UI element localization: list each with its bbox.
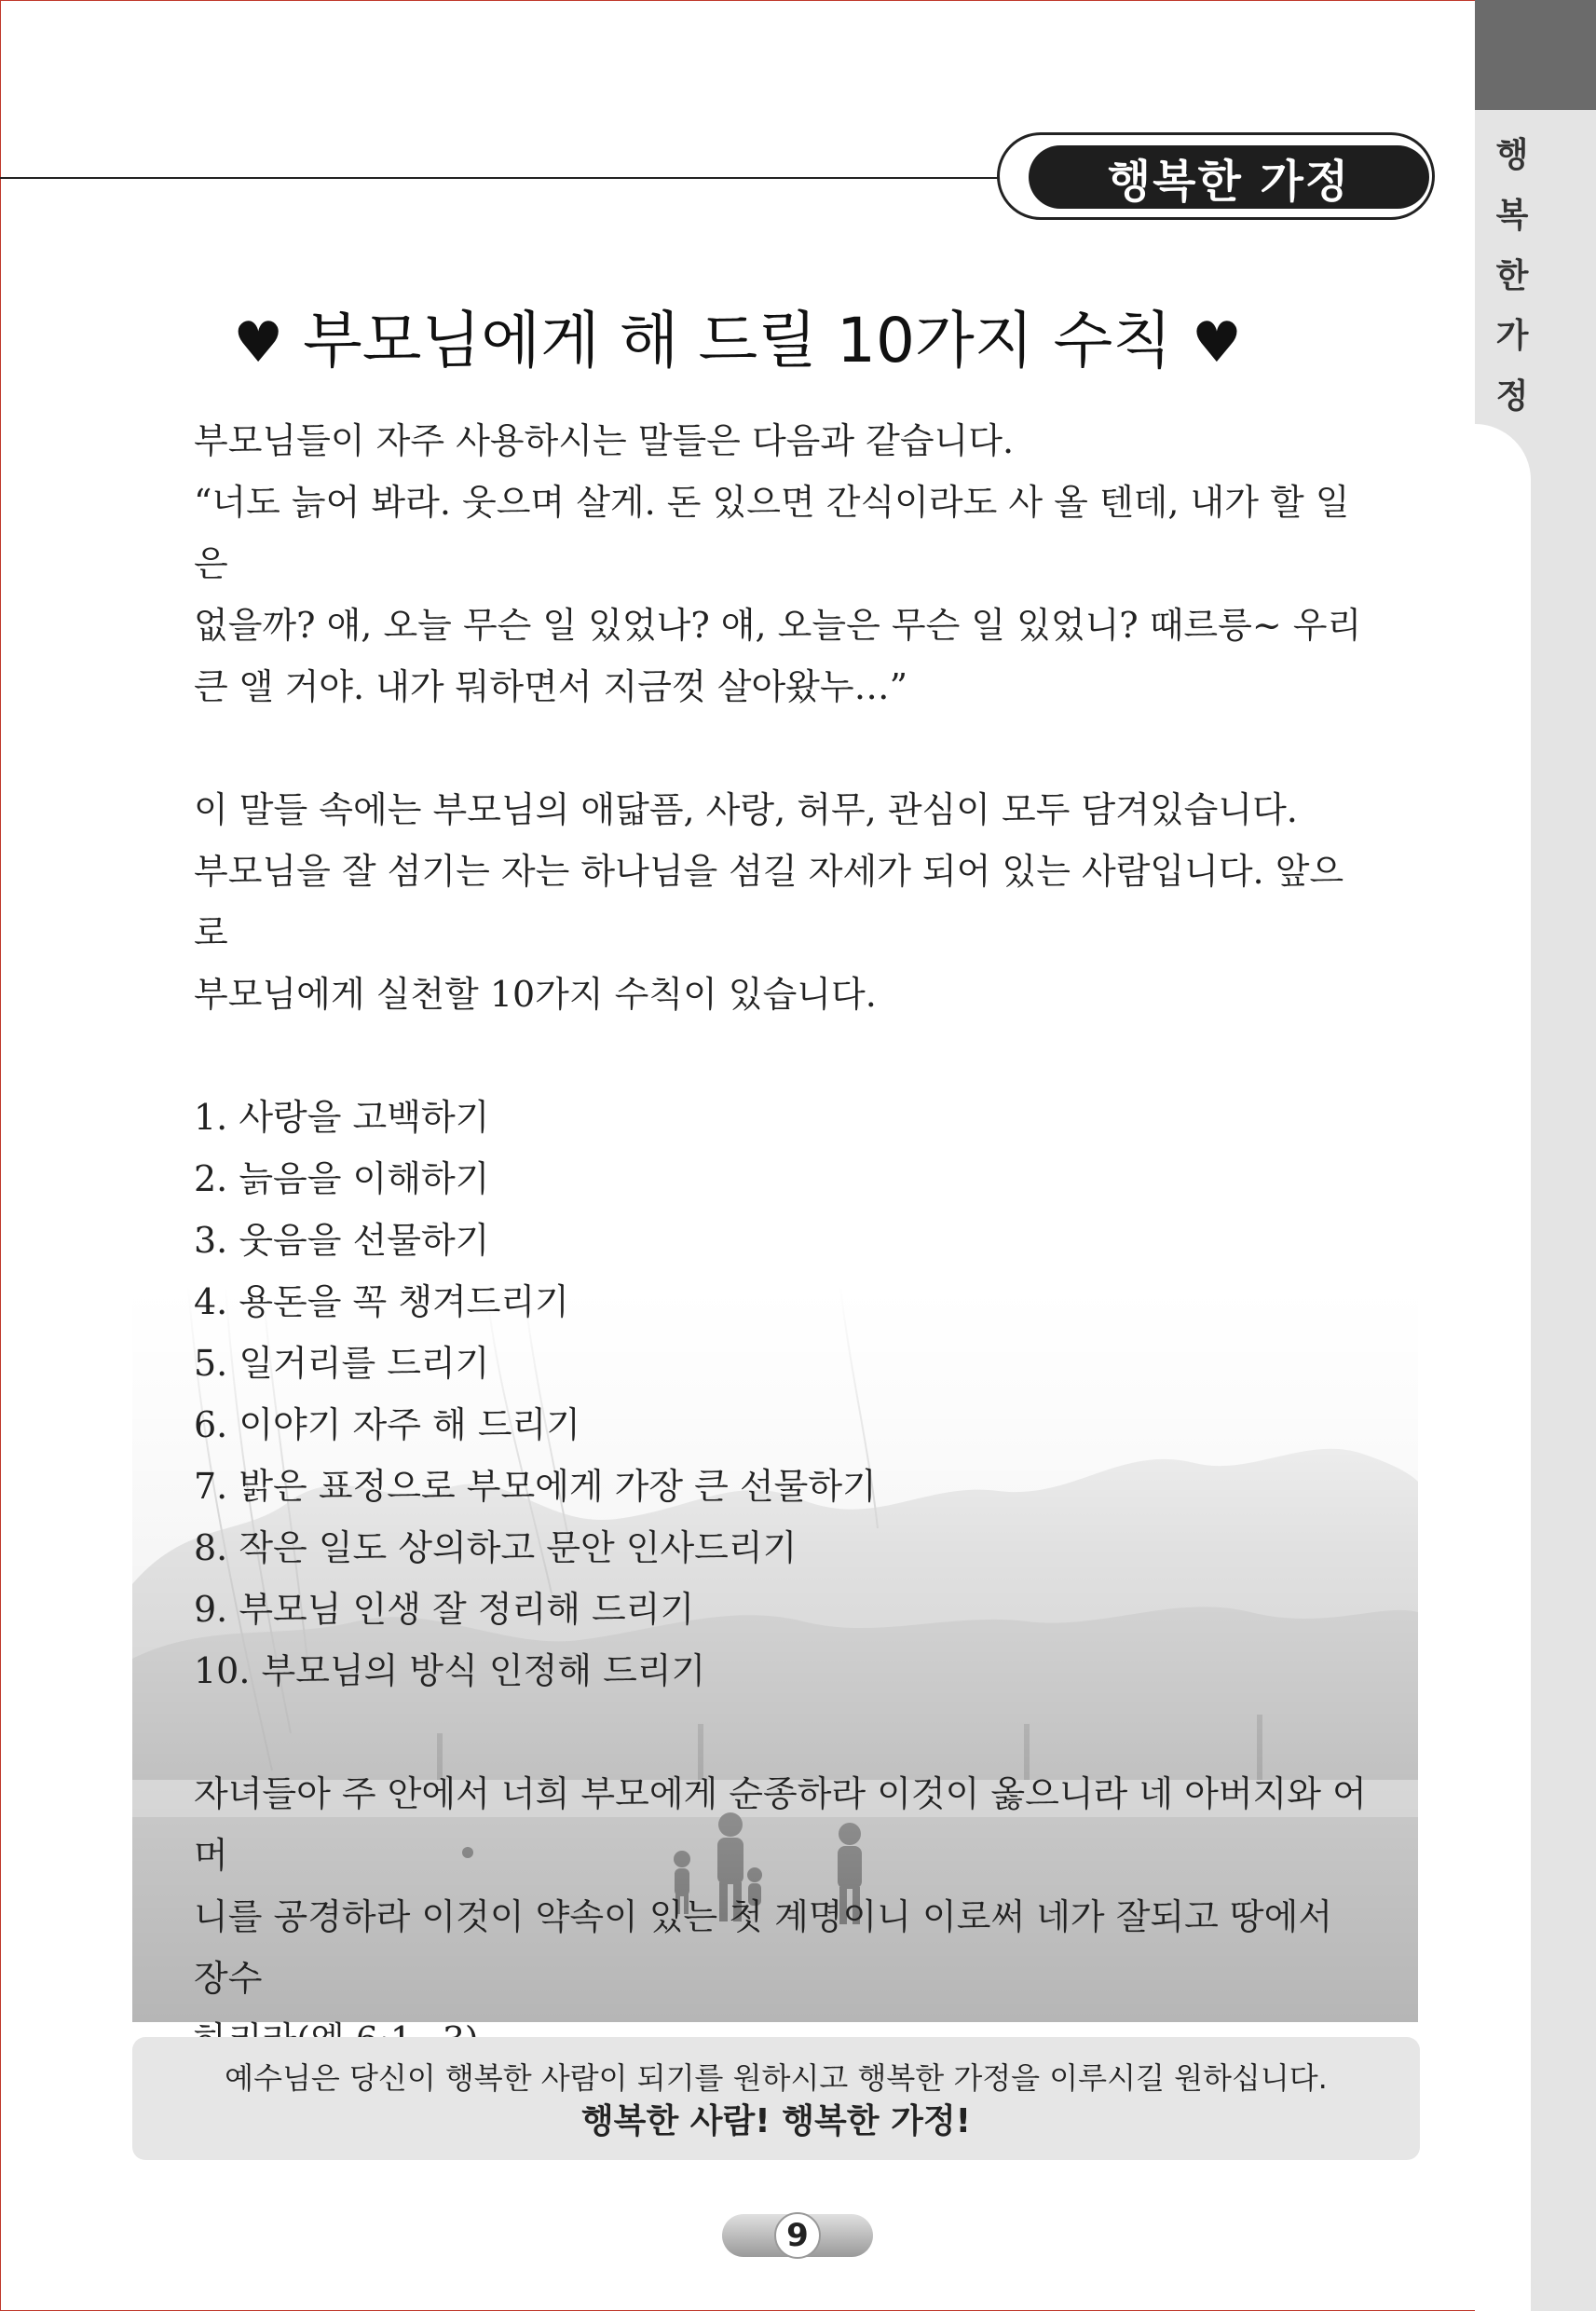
list-item: 6. 이야기 자주 해 드리기 bbox=[194, 1404, 580, 1445]
list-item: 5. 일거리를 드리기 bbox=[194, 1343, 490, 1384]
page-title bbox=[0, 291, 1475, 379]
list-item: 10. 부모님의 방식 인정해 드리기 bbox=[194, 1650, 706, 1691]
intro-line: 없을까? 얘, 오늘 무슨 일 있었나? 얘, 오늘은 무슨 일 있었니? 때르릉~ 우리 bbox=[194, 605, 1362, 646]
paragraph-line: 부모님을 잘 섬기는 자는 하나님을 섬길 자세가 되어 있는 사람입니다. 앞으로 bbox=[194, 851, 1344, 953]
verse-line: 자녀들아 주 안에서 너희 부모에게 순종하라 이것이 옳으니라 네 아버지와 어머 bbox=[194, 1773, 1367, 1876]
list-item: 7. 밝은 표정으로 부모에게 가장 큰 선물하기 bbox=[194, 1466, 877, 1507]
rules-list bbox=[194, 1087, 1368, 1702]
list-item: 9. 부모님 인생 잘 정리해 드리기 bbox=[194, 1589, 695, 1630]
paragraph-line: 부모님에게 실천할 10가지 수칙이 있습니다. bbox=[194, 974, 877, 1015]
second-paragraph bbox=[194, 779, 1368, 1025]
section-badge: 행복한 가정 bbox=[1029, 145, 1429, 209]
side-tab-char: 한 bbox=[1495, 256, 1529, 295]
list-item: 3. 웃음을 선물하기 bbox=[194, 1220, 490, 1261]
bible-verse bbox=[194, 1763, 1368, 2071]
footer-message-box bbox=[132, 2037, 1420, 2160]
side-tab-curve bbox=[1475, 424, 1531, 2311]
footer-slogan: 행복한 사람! 행복한 가정! bbox=[580, 2102, 972, 2140]
side-tab-char: 행 bbox=[1495, 136, 1529, 174]
side-tab-char: 복 bbox=[1495, 196, 1529, 235]
side-tab-label bbox=[1475, 129, 1549, 417]
intro-line: 큰 앨 거야. 내가 뭐하면서 지금껏 살아왔누…” bbox=[194, 666, 908, 707]
heart-icon: ♥ bbox=[1191, 310, 1242, 376]
side-tab-char: 가 bbox=[1495, 317, 1529, 356]
paragraph-line: 이 말들 속에는 부모님의 애닯픔, 사랑, 허무, 관심이 모두 담겨있습니다. bbox=[194, 789, 1298, 830]
list-item: 1. 사랑을 고백하기 bbox=[194, 1097, 490, 1138]
side-tab-top bbox=[1475, 0, 1596, 110]
list-item: 2. 늙음을 이해하기 bbox=[194, 1158, 490, 1199]
intro-line: “너도 늙어 봐라. 웃으며 살게. 돈 있으면 간식이라도 사 올 텐데, 내가 할 일은 bbox=[194, 482, 1350, 584]
list-item: 4. 용돈을 꼭 챙겨드리기 bbox=[194, 1281, 569, 1322]
intro-line: 부모님들이 자주 사용하시는 말들은 다음과 같습니다. bbox=[194, 420, 1015, 461]
page-body bbox=[194, 410, 1368, 2132]
list-item: 8. 작은 일도 상의하고 문안 인사드리기 bbox=[194, 1527, 798, 1568]
intro-paragraph bbox=[194, 410, 1368, 718]
verse-line: 니를 공경하라 이것이 약속이 있는 첫 계명이니 이로써 네가 잘되고 땅에서 장수 bbox=[194, 1896, 1333, 1999]
footer-message: 예수님은 당신이 행복한 사람이 되기를 원하시고 행복한 가정을 이루시길 원하십니다. bbox=[225, 2060, 1328, 2096]
page-number: 9 bbox=[774, 2212, 821, 2259]
page-title-text: 부모님에게 해 드릴 10가지 수칙 bbox=[303, 305, 1172, 376]
side-tab-char: 정 bbox=[1495, 377, 1529, 416]
header-rule bbox=[0, 177, 1006, 179]
heart-icon: ♥ bbox=[233, 310, 284, 376]
